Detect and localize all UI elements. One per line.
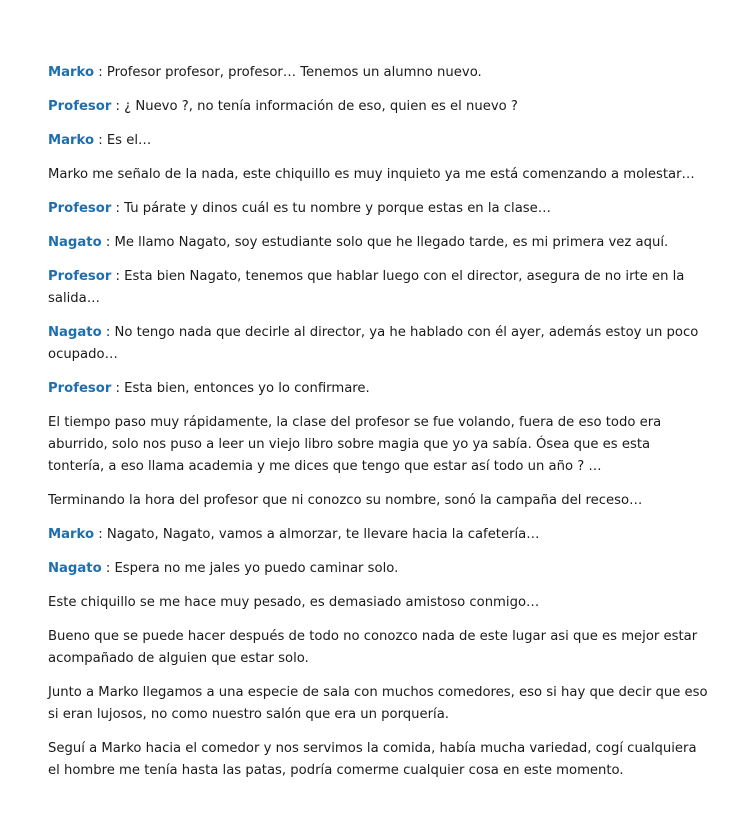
paragraph-text: : Me llamo Nagato, soy estudiante solo que he llegado tarde, es mi primera vez aquí.: [101, 235, 669, 250]
paragraph-text: : Esta bien Nagato, tenemos que hablar luego con el director, asegura de no irte en la salida…: [48, 269, 685, 306]
paragraph-text: Este chiquillo se me hace muy pesado, es demasiado amistoso conmigo…: [48, 595, 540, 610]
paragraph-13: [48, 558, 709, 580]
paragraph-12: [48, 524, 709, 546]
speaker-name: Nagato: [48, 325, 102, 340]
paragraph-text: : No tengo nada que decirle al director, ya he hablado con él ayer, además estoy un poco ocupado…: [48, 325, 699, 362]
paragraph-10: [48, 412, 709, 478]
speaker-name: Nagato: [48, 235, 102, 250]
paragraph-9: [48, 378, 709, 400]
paragraph-text: : Esta bien, entonces yo lo confirmare.: [111, 381, 370, 396]
paragraph-3: [48, 130, 709, 152]
paragraph-17: [48, 738, 709, 782]
paragraph-14: [48, 592, 709, 614]
speaker-name: Nagato: [48, 561, 102, 576]
paragraph-4: [48, 164, 709, 186]
paragraph-11: [48, 490, 709, 512]
speaker-name: Profesor: [48, 269, 112, 284]
paragraph-text: Bueno que se puede hacer después de todo no conozco nada de este lugar asi que es mejor estar acompañado de alguien que estar solo.: [48, 629, 698, 666]
paragraph-text: : Tu párate y dinos cuál es tu nombre y porque estas en la clase…: [111, 201, 551, 216]
paragraph-2: [48, 96, 709, 118]
paragraph-8: [48, 322, 709, 366]
paragraph-text: Junto a Marko llegamos a una especie de sala con muchos comedores, eso si hay que decir que eso si eran lujosos, no como nuestro salón que era un porquería.: [48, 685, 708, 722]
paragraph-1: [48, 62, 709, 84]
paragraph-text: Terminando la hora del profesor que ni conozco su nombre, sonó la campaña del receso…: [48, 493, 643, 508]
paragraph-5: [48, 198, 709, 220]
paragraph-text: Marko me señalo de la nada, este chiquillo es muy inquieto ya me está comenzando a molestar…: [48, 167, 695, 182]
paragraph-15: [48, 626, 709, 670]
paragraph-text: : Nagato, Nagato, vamos a almorzar, te llevare hacia la cafetería…: [94, 527, 540, 542]
paragraph-7: [48, 266, 709, 310]
paragraph-6: [48, 232, 709, 254]
speaker-name: Marko: [48, 65, 95, 80]
paragraph-text: : Profesor profesor, profesor… Tenemos un alumno nuevo.: [94, 65, 482, 80]
speaker-name: Profesor: [48, 201, 112, 216]
speaker-name: Marko: [48, 133, 95, 148]
paragraph-text: : Es el…: [94, 133, 152, 148]
paragraph-16: [48, 682, 709, 726]
speaker-name: Profesor: [48, 381, 112, 396]
paragraph-text: : Espera no me jales yo puedo caminar solo.: [101, 561, 399, 576]
speaker-name: Marko: [48, 527, 95, 542]
paragraph-text: : ¿ Nuevo ?, no tenía información de eso, quien es el nuevo ?: [111, 99, 518, 114]
paragraph-text: El tiempo paso muy rápidamente, la clase del profesor se fue volando, fuera de eso todo era aburrido, solo nos puso a leer un viejo libro sobre magia que yo ya sabía. Ósea que es esta tontería, a eso llama academia y me dices que tengo que estar así todo un año ? …: [48, 415, 662, 474]
speaker-name: Profesor: [48, 99, 112, 114]
paragraph-text: Seguí a Marko hacia el comedor y nos servimos la comida, había mucha variedad, cogí cualquiera el hombre me tenía hasta las patas, podría comerme cualquier cosa en este momento.: [48, 741, 697, 778]
